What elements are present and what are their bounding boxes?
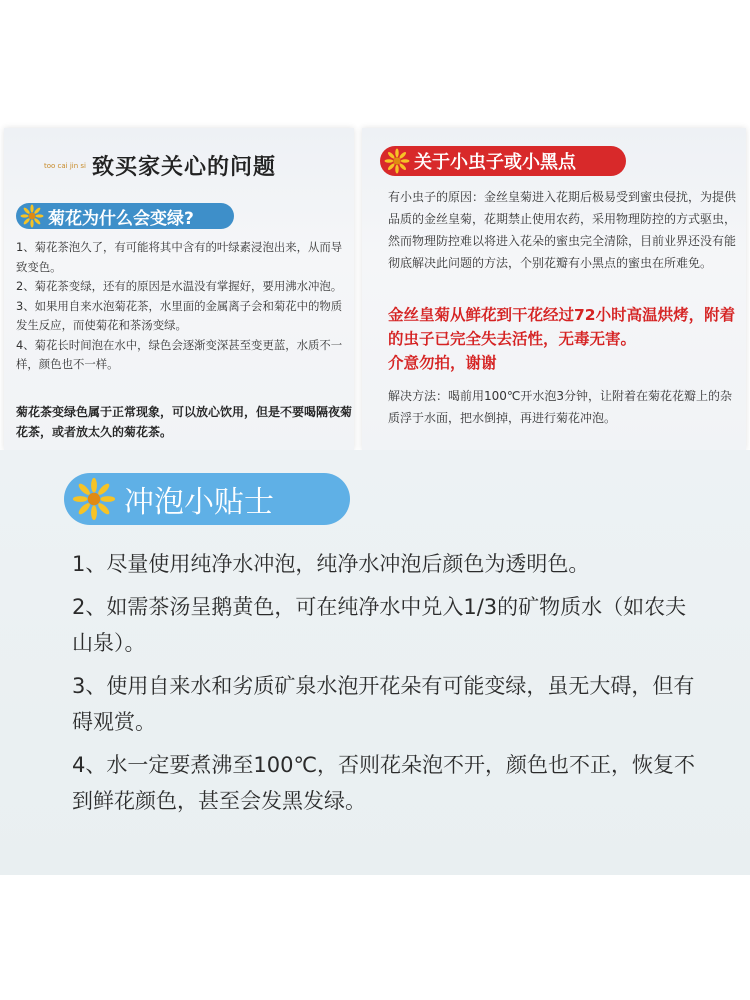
- turning-green-reasons: [16, 238, 348, 375]
- reason-paragraph: 3、如果用自来水泡菊花茶，水里面的金属离子会和菊花中的物质发生反应，而使菊花和茶汤变绿。: [16, 298, 343, 332]
- daisy-icon: [384, 148, 410, 174]
- section-title: 菊花为什么会变绿?: [48, 208, 194, 229]
- page-title: 致买家关心的问题: [92, 154, 277, 180]
- daisy-icon: [72, 477, 116, 521]
- tip-item: 3、使用自来水和劣质矿泉水泡开花朵有可能变绿，虽无大碍，但有碍观赏。: [72, 673, 695, 734]
- section-header-insects: [380, 146, 626, 176]
- bottom-blank-area: [0, 875, 750, 1000]
- baking-notice: [388, 303, 744, 375]
- reason-paragraph: 1、菊花茶泡久了，有可能将其中含有的叶绿素浸泡出来，从而导致变色。: [16, 240, 343, 274]
- reason-paragraph: 2、菊花茶变绿，还有的原因是水温没有掌握好，要用沸水冲泡。: [16, 279, 343, 293]
- top-blank-area: [0, 0, 750, 125]
- tip-item: 2、如需茶汤呈鹅黄色，可在纯净水中兑入1/3的矿物质水（如农夫山泉）。: [72, 594, 687, 655]
- section-header-turning-green: [16, 203, 234, 229]
- pinyin-caption: too cai jin si: [44, 162, 86, 170]
- insect-reason-text: 有小虫子的原因：金丝皇菊进入花期后极易受到蜜虫侵扰，为提供品质的金丝皇菊，花期禁止使用农药，采用物理防控的方式驱虫，然而物理防控难以将进入花朵的蜜虫完全清除，目前业界还没有能彻底解决此问题的方法，个别花瓣有小黑点的蜜虫在所难免。: [388, 190, 737, 270]
- section-title: 关于小虫子或小黑点: [414, 152, 576, 173]
- normal-phenomenon-note: 菊花茶变绿色属于正常现象，可以放心饮用，但是不要喝隔夜菊花茶，或者放太久的菊花茶。: [16, 405, 353, 439]
- baking-notice-text: 金丝皇菊从鲜花到干花经过72小时高温烘烤，附着的虫子已完全失去活性，无毒无害。: [388, 306, 736, 348]
- section-title: 冲泡小贴士: [124, 485, 274, 520]
- section-header-brewing-tips: [64, 473, 350, 525]
- daisy-icon: [20, 204, 44, 228]
- tip-item: 4、水一定要煮沸至100℃，否则花朵泡不开，颜色也不正，恢复不到鲜花颜色，甚至会发黑发绿。: [72, 752, 696, 813]
- tip-item: 1、尽量使用纯净水冲泡，纯净水冲泡后颜色为透明色。: [72, 552, 590, 576]
- reason-paragraph: 4、菊花长时间泡在水中，绿色会逐渐变深甚至变更蓝，水质不一样，颜色也不一样。: [16, 337, 343, 371]
- no-buy-notice: 介意勿拍，谢谢: [388, 354, 497, 372]
- brewing-tips-list: [72, 546, 702, 826]
- solution-text: 解决方法：喝前用100℃开水泡3分钟，让附着在菊花花瓣上的杂质浮于水面，把水倒掉，再进行菊花冲泡。: [388, 389, 733, 425]
